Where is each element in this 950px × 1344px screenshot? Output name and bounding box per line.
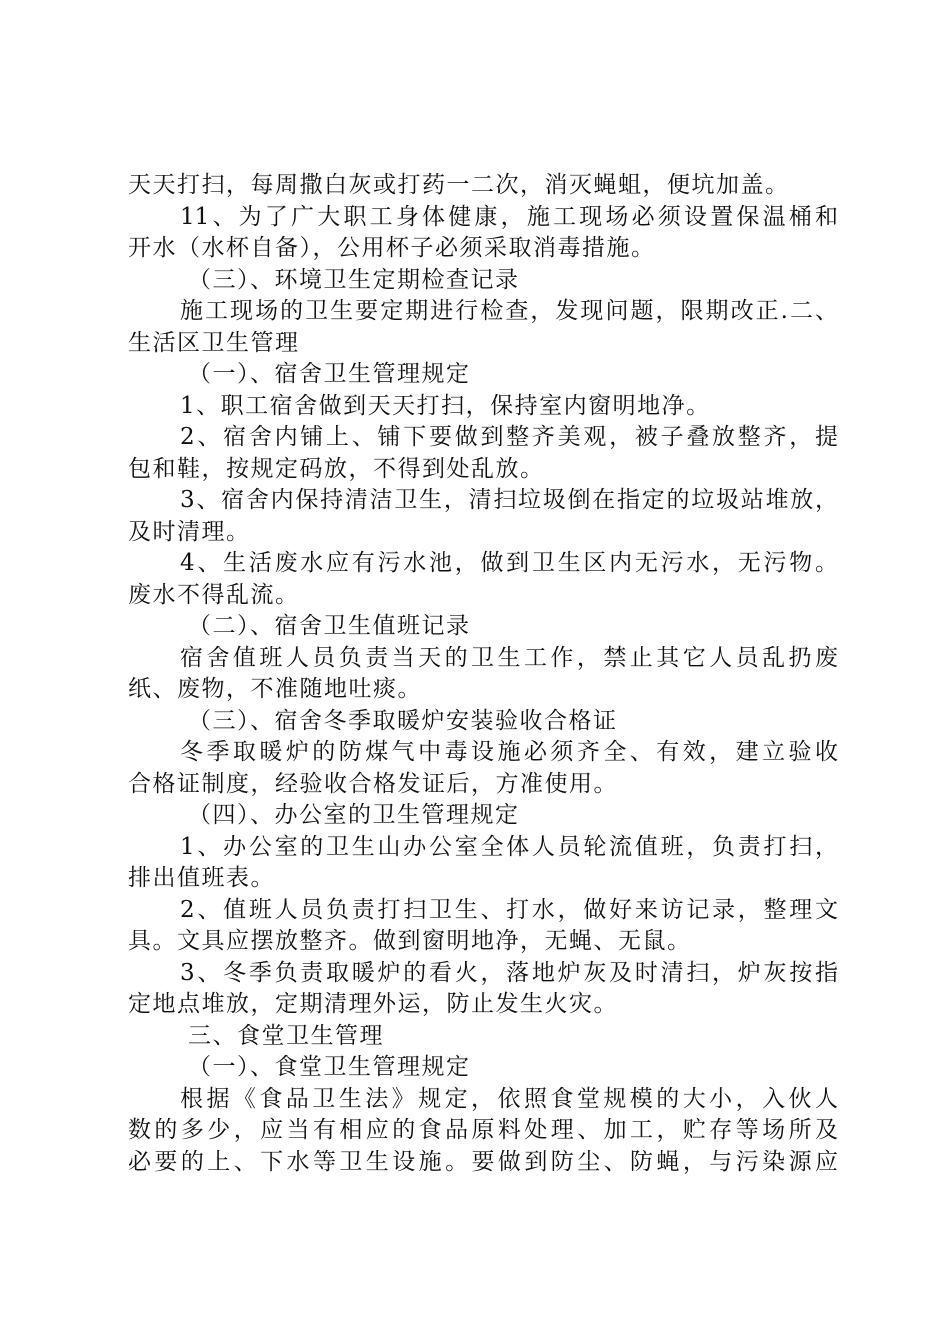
text-line: 1、职工宿舍做到天天打扫，保持室内窗明地净。 [180, 392, 711, 419]
section-heading: （三）、环境卫生定期检查记录 [188, 266, 520, 293]
text-line: 3、冬季负责取暖炉的看火，落地炉灰及时清扫，炉灰按指 [180, 959, 838, 986]
section-heading: （四）、办公室的卫生管理规定 [188, 802, 520, 828]
text-line: 2、值班人员负责打扫卫生、打水，做好来访记录，整理文 [180, 896, 838, 923]
text-line: 11、为了广大职工身体健康，施工现场必须设置保温桶和 [180, 203, 838, 230]
text-line: 纸、废物，不准随地吐痰。 [128, 676, 422, 702]
text-line: 合格证制度，经验收合格发证后，方准使用。 [128, 770, 618, 797]
text-line: 根据《食品卫生法》规定，依照食堂规模的大小，入伙人 [180, 1085, 838, 1112]
section-heading: 三、食堂卫生管理 [188, 1022, 384, 1049]
text-line: 具。文具应摆放整齐。做到窗明地净，无蝇、无鼠。 [128, 928, 692, 954]
section-heading: （二）、宿舍卫生值班记录 [188, 613, 471, 639]
text-line: 施工现场的卫生要定期进行检查，发现问题，限期改正.二、 [180, 298, 838, 324]
text-line: 开水（水杯自备），公用杯子必须采取消毒措施。 [128, 235, 656, 261]
text-line: 1、办公室的卫生山办公室全体人员轮流值班，负责打扫， [180, 833, 838, 860]
text-line: 定地点堆放，定期清理外运，防止发生火灾。 [128, 991, 618, 1017]
text-line: 3、宿舍内保持清洁卫生，清扫垃圾倒在指定的垃圾站堆放， [180, 487, 838, 513]
text-line: 废水不得乱流。 [128, 581, 300, 608]
document-body [128, 170, 838, 1178]
text-line: 2、宿舍内铺上、铺下要做到整齐美观，被子叠放整齐，提 [180, 424, 838, 450]
text-line: 包和鞋，按规定码放，不得到处乱放。 [128, 455, 545, 482]
text-line: 宿舍值班人员负责当天的卫生工作，禁止其它人员乱扔废 [180, 644, 838, 671]
text-line: 必要的上、下水等卫生设施。要做到防尘、防蝇，与污染源应 [128, 1148, 838, 1175]
text-line: 冬季取暖炉的防煤气中毒设施必须齐全、有效，建立验收 [180, 739, 838, 765]
text-line: 天天打扫，每周撒白灰或打药一二次，消灭蝇蛆，便坑加盖。 [128, 172, 790, 198]
text-line: 4、生活废水应有污水池，做到卫生区内无污水，无污物。 [180, 550, 838, 576]
text-line: 排出值班表。 [128, 865, 275, 891]
section-heading: （三）、宿舍冬季取暖炉安装验收合格证 [188, 707, 618, 734]
section-heading: （一）、食堂卫生管理规定 [188, 1054, 471, 1080]
text-line: 生活区卫生管理 [128, 329, 300, 356]
section-heading: （一）、宿舍卫生管理规定 [188, 361, 471, 387]
text-line: 数的多少，应当有相应的食品原料处理、加工，贮存等场所及 [128, 1117, 838, 1143]
text-line: 及时清理。 [128, 518, 251, 545]
